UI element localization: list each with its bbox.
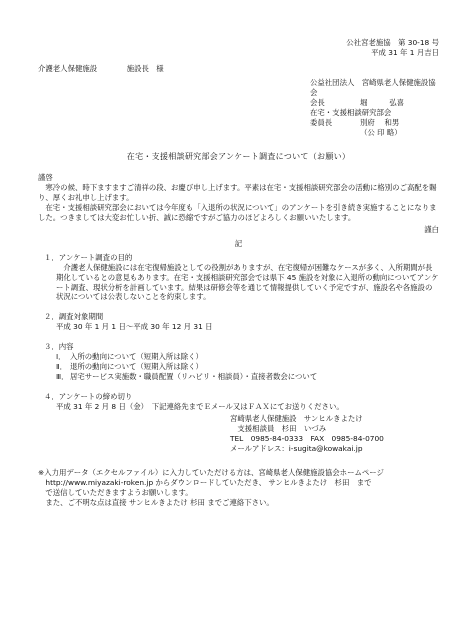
- addressee: 介護老人保健施設 施設長 様: [38, 63, 164, 73]
- body-paragraph: 寒冷の候、時下ますますご清祥の段、お慶び申し上げます。平素は在宅・支援相談研究部会の活動に格別のご高配を賜り、厚くお礼申し上げます。: [38, 182, 437, 202]
- contact-block: [230, 414, 439, 454]
- document-title: 在宅・支援相談研究部会アンケート調査について（お願い）: [126, 151, 351, 161]
- footnote-line: ※入力用データ（エクセルファイル）に入力していただける方は、宮崎県老人保健施設協会ホームページ: [38, 468, 384, 478]
- list-item: [56, 372, 439, 382]
- section-heading: ４．アンケートの締め切り: [44, 392, 133, 402]
- contact-line: TEL 0985-84-0333 FAX 0985-84-0700: [230, 434, 384, 444]
- sender-role: 在宅・支援相談研究部会: [310, 107, 392, 117]
- seal-note: （公 印 略）: [360, 127, 402, 137]
- footnote-line: http://www.miyazaki-roken.jp からダウンロードしていただき、 サンヒルきよたけ 杉田 まで: [38, 478, 372, 488]
- section-heading: ３．内容: [44, 342, 74, 352]
- list-number: Ⅰ．: [56, 352, 66, 362]
- list-text: 退所の動向について（短期入所は除く）: [70, 362, 203, 372]
- footnote: [38, 468, 439, 508]
- sender-role: 会長: [310, 97, 325, 107]
- closing-word: 謹白: [424, 224, 439, 234]
- sender-line: [310, 108, 439, 118]
- contact-line: 支援相談員 杉田 いづみ: [230, 424, 327, 434]
- sender-org: 公益社団法人 宮崎県老人保健施設協会: [310, 77, 436, 97]
- opening-word: 謹啓: [38, 172, 53, 182]
- footnote-line: また、ご不明な点は直接 サンヒルきよたけ 杉田 までご連絡下さい。: [38, 498, 274, 508]
- list-item: [56, 362, 439, 372]
- content-list: [56, 352, 439, 382]
- list-text: 居宅サービス実施数・職員配置（リハビリ・相談員）・直接者数会について: [70, 372, 318, 382]
- sender-line: [310, 118, 439, 128]
- sender-block: [310, 78, 439, 138]
- section-heading: ２．調査対象期間: [44, 312, 104, 322]
- footnote-line: で送信していただきますようお願いします。: [38, 488, 193, 498]
- section-body: 平成 30 年 1 月 1 日～平成 30 年 12 月 31 日: [56, 322, 213, 332]
- sender-line: [310, 98, 439, 108]
- section-body: 平成 31 年 2 月 8 日（金） 下記連絡先までＥメール又はＦＡＸにてお送りください。: [56, 402, 344, 412]
- list-number: Ⅲ．: [56, 372, 69, 382]
- document-number: 公社宮老施協 第 30-18 号: [346, 38, 439, 47]
- sender-name: 堀 弘喜: [360, 97, 405, 107]
- list-text: 入所の動向について（短期入所は除く）: [70, 352, 203, 362]
- document-date: 平成 31 年 1 月吉日: [371, 47, 439, 57]
- list-item: [56, 352, 439, 362]
- ki-heading: 記: [234, 238, 243, 248]
- body-paragraph: 在宅・支援相談研究部会においては今年度も「入退所の状況について」のアンケートを引き続き実施することになりました。つきましては大変お忙しい折、誠に恐縮ですがご協力のほどよろしくお願いいたします。: [38, 202, 437, 222]
- section-body: 介護老人保健施設には在宅復帰施設としての役割がありますが、在宅復帰が困難なケースが多く、入所期間が長期化しているとの意見もあります。在宅・支援相談研究部会では県下 45 施設を対象に入退所の動向についてアンケート調査、現状分析を計画しています。結果は研修会等を通じて情報提供していく予定ですが、施設名や各施設の状況については公表しないことを約束します。: [56, 262, 439, 302]
- section-heading: １．アンケート調査の目的: [44, 252, 133, 262]
- sender-role: 委員長: [310, 117, 333, 127]
- sender-name: 別府 和男: [360, 117, 400, 127]
- contact-line: メールアドレス：i-sugita@kowakai.jp: [230, 444, 363, 454]
- list-number: Ⅱ．: [56, 362, 68, 372]
- contact-line: 宮崎県老人保健施設 サンヒルきよたけ: [230, 414, 363, 424]
